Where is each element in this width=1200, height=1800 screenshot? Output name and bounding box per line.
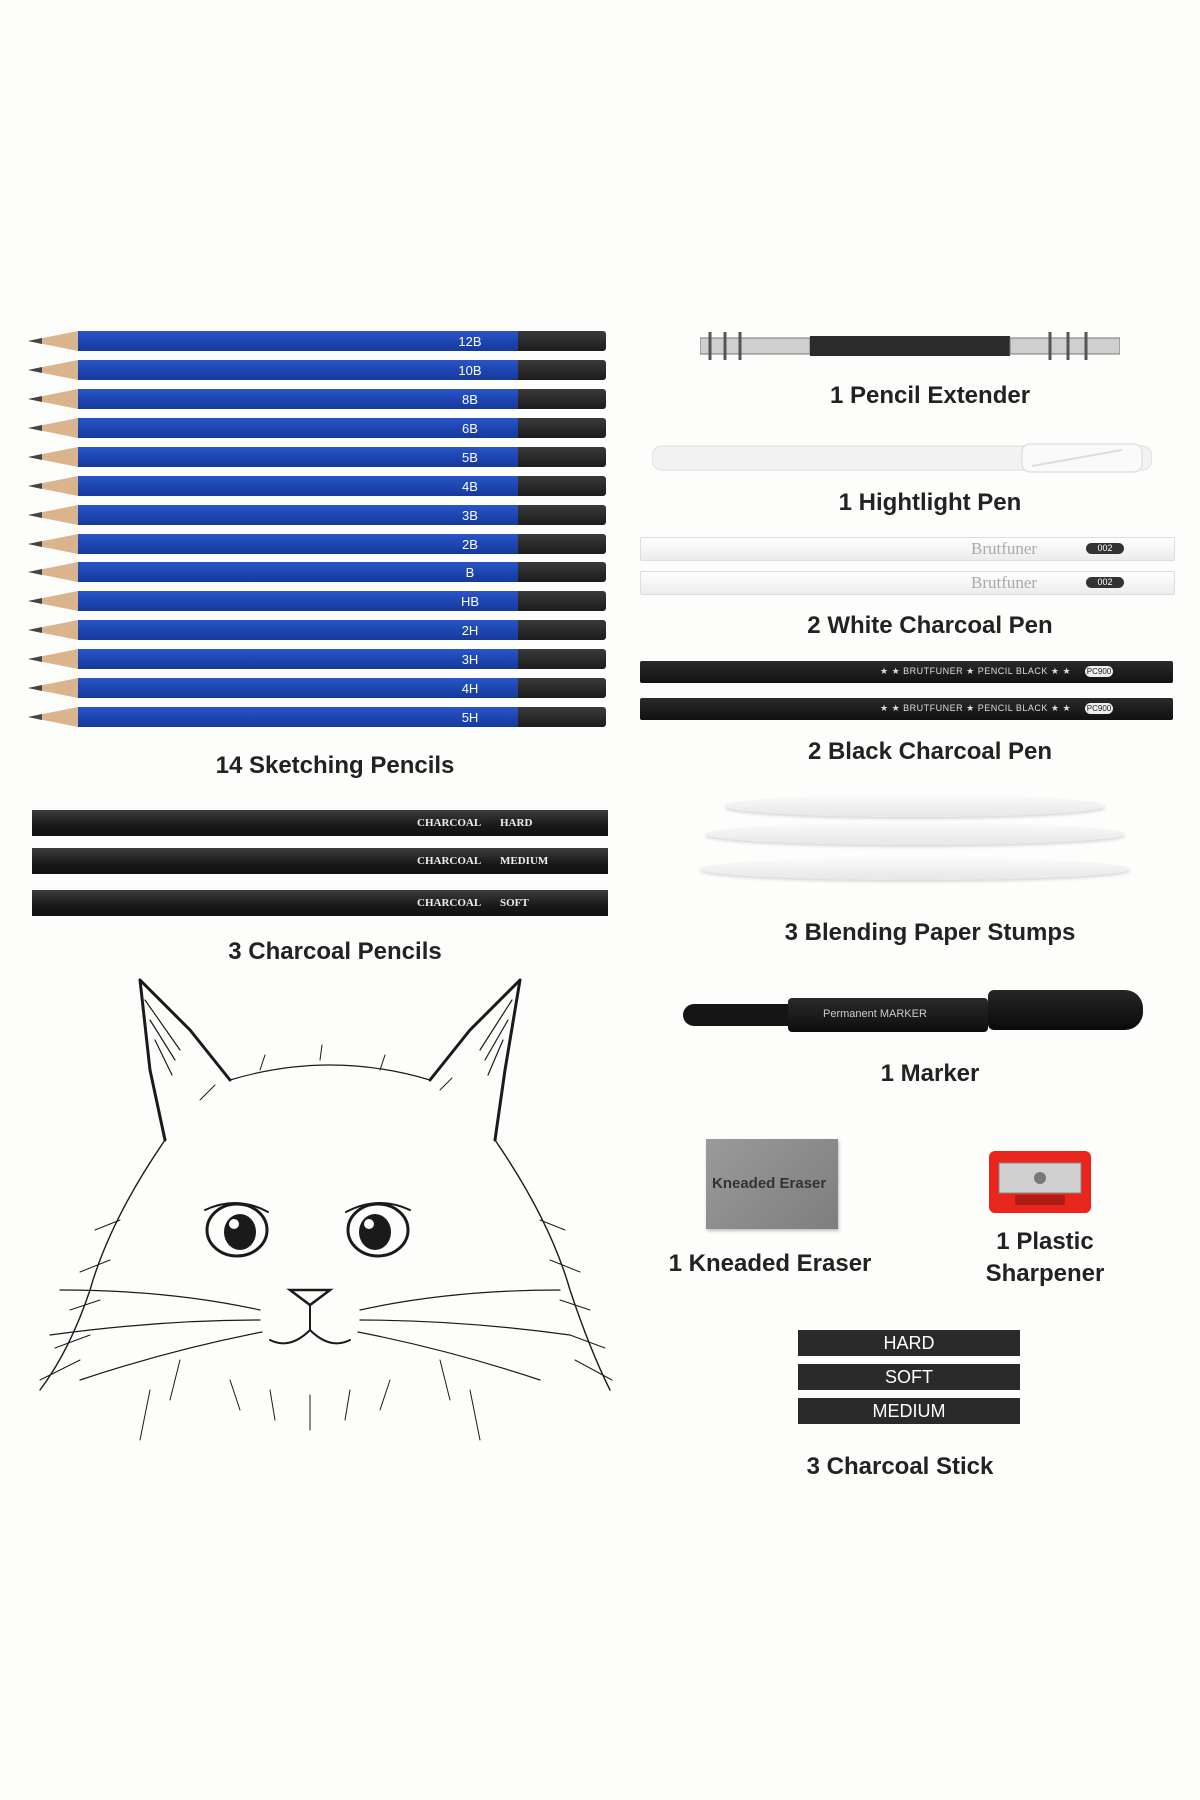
white-pen-brand: Brutfuner <box>971 573 1038 592</box>
black-charcoal-pen <box>640 661 1173 683</box>
pencil-grade: 6B <box>462 421 478 436</box>
white-pen-brand: Brutfuner <box>971 539 1038 558</box>
black-pen-print: ★ ★ BRUTFUNER ★ PENCIL BLACK ★ ★ <box>880 703 1072 713</box>
sketching-pencil <box>28 562 606 582</box>
white-charcoal-pen-label: 2 White Charcoal Pen <box>807 612 1053 639</box>
black-pen-print: ★ ★ BRUTFUNER ★ PENCIL BLACK ★ ★ <box>880 666 1072 676</box>
pencil-grade: 2B <box>462 537 478 552</box>
plastic-sharpener-image <box>985 1145 1095 1217</box>
sketching-pencils-label: 14 Sketching Pencils <box>215 752 455 779</box>
sketching-pencil <box>28 678 606 698</box>
pencil-extender-label: 1 Pencil Extender <box>829 382 1031 409</box>
charcoal-pencil <box>32 810 608 836</box>
charcoal-pencil-brand: CHARCOAL <box>417 855 482 867</box>
sketching-pencil <box>28 331 606 351</box>
sketching-pencil <box>28 649 606 669</box>
charcoal-pencil-grade: SOFT <box>500 897 529 909</box>
charcoal-pencil <box>32 890 608 916</box>
blending-stump <box>705 823 1125 845</box>
pencil-grade: 5H <box>461 710 479 725</box>
sketching-pencil <box>28 447 606 467</box>
pencil-grade: HB <box>460 594 480 609</box>
black-pen-code: PC900 <box>1086 704 1112 713</box>
pencil-grade: 4B <box>462 479 478 494</box>
sharpener-label-line2: Sharpener <box>985 1260 1105 1287</box>
pencil-grade: 10B <box>458 363 482 378</box>
kneaded-eraser-label: 1 Kneaded Eraser <box>668 1250 872 1277</box>
cat-sketch-illustration <box>0 960 620 1480</box>
marker-image <box>683 990 1143 1042</box>
charcoal-stick: MEDIUM <box>798 1398 1020 1424</box>
blending-stumps-label: 3 Blending Paper Stumps <box>784 919 1076 946</box>
sketching-pencil <box>28 389 606 409</box>
black-charcoal-pen <box>640 698 1173 720</box>
pencil-grade: 4H <box>461 681 479 696</box>
charcoal-stick: HARD <box>798 1330 1020 1356</box>
highlight-pen-image <box>652 440 1152 476</box>
kneaded-eraser-print: Kneaded Eraser <box>712 1175 827 1192</box>
white-pen-code: 002 <box>1086 577 1124 588</box>
pencil-grade: B <box>465 565 475 580</box>
black-pen-code: PC900 <box>1086 667 1112 676</box>
pencil-grade: 3H <box>461 652 479 667</box>
marker-label: 1 Marker <box>880 1060 980 1087</box>
charcoal-stick: SOFT <box>798 1364 1020 1390</box>
sketching-pencil <box>28 620 606 640</box>
sharpener-label-line1: 1 Plastic <box>996 1228 1094 1255</box>
black-charcoal-pen-label: 2 Black Charcoal Pen <box>807 738 1053 765</box>
highlight-pen-label: 1 Hightlight Pen <box>838 489 1022 516</box>
sketching-pencil <box>28 360 606 380</box>
charcoal-pencils-label: 3 Charcoal Pencils <box>228 938 442 965</box>
pencil-grade: 12B <box>458 334 482 349</box>
pencil-extender-image <box>700 326 1120 366</box>
pencil-grade: 3B <box>462 508 478 523</box>
pencil-grade: 8B <box>462 392 478 407</box>
charcoal-pencil <box>32 848 608 874</box>
blending-stump <box>700 858 1130 880</box>
sketching-pencil <box>28 707 606 727</box>
sketching-pencil <box>28 418 606 438</box>
sketching-pencil <box>28 534 606 554</box>
charcoal-pencil-grade: HARD <box>500 817 533 829</box>
charcoal-sticks-label: 3 Charcoal Stick <box>806 1453 994 1480</box>
sketching-pencil <box>28 505 606 525</box>
pencil-grade: 5B <box>462 450 478 465</box>
charcoal-pencil-brand: CHARCOAL <box>417 897 482 909</box>
charcoal-pencil-brand: CHARCOAL <box>417 817 482 829</box>
charcoal-pencil-grade: MEDIUM <box>500 855 549 867</box>
pencil-grade: 2H <box>461 623 479 638</box>
marker-print: Permanent MARKER <box>823 1008 927 1020</box>
white-charcoal-pen <box>640 571 1175 595</box>
kneaded-eraser-image <box>706 1139 838 1229</box>
white-charcoal-pen <box>640 537 1175 561</box>
white-pen-code: 002 <box>1086 543 1124 554</box>
sketching-pencil <box>28 591 606 611</box>
blending-stump <box>725 795 1105 817</box>
sketching-pencil <box>28 476 606 496</box>
